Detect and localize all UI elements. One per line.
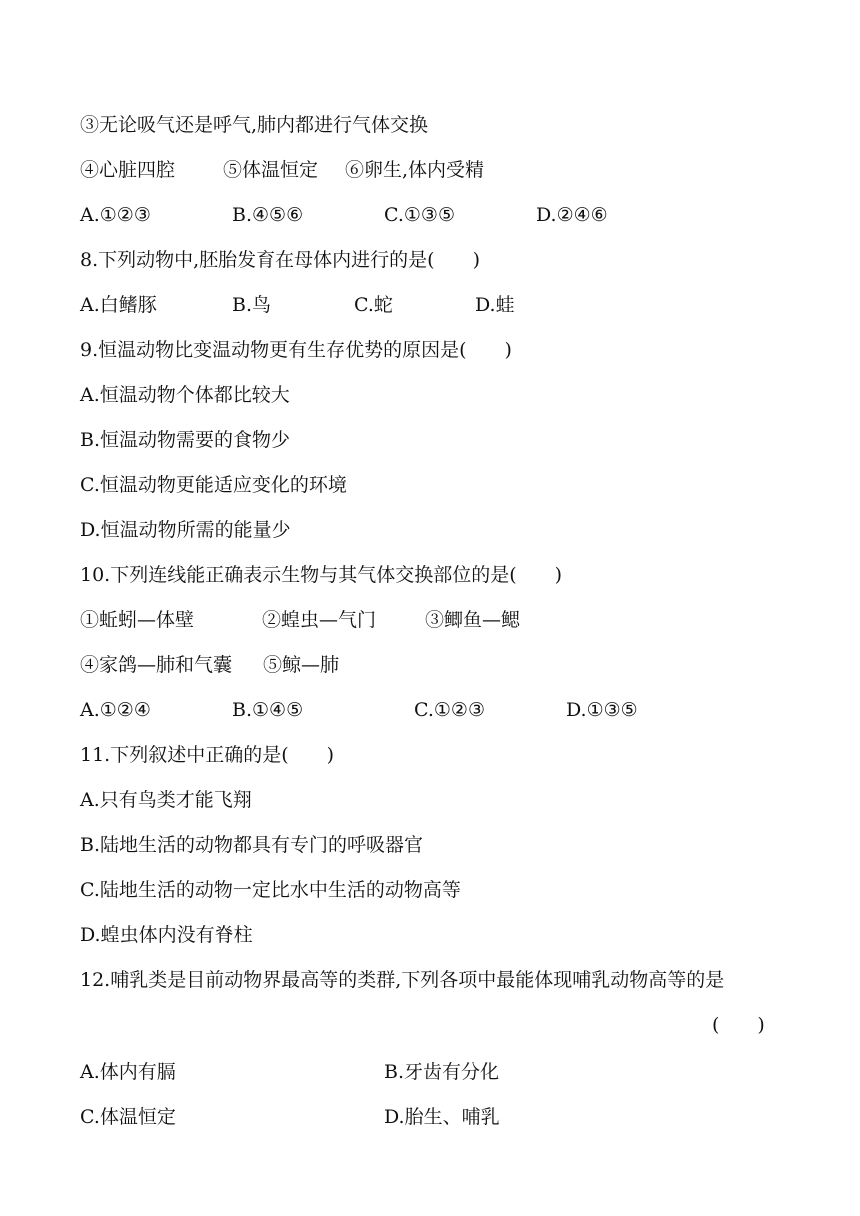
q9-stem: 9.恒温动物比变温动物更有生存优势的原因是( ) xyxy=(80,339,512,361)
q11-stem: 11.下列叙述中正确的是( ) xyxy=(80,744,335,766)
q8-option-d: D.蛙 xyxy=(475,294,515,316)
q11-option-a: A.只有鸟类才能飞翔 xyxy=(80,789,252,811)
q12-option-b: B.牙齿有分化 xyxy=(384,1061,500,1083)
q7-option-c: C.①③⑤ xyxy=(384,204,455,226)
q8-option-a: A.白鳍豚 xyxy=(80,294,157,316)
q10-statement-1: ①蚯蚓—体壁 xyxy=(80,609,195,631)
q11-option-b: B.陆地生活的动物都具有专门的呼吸器官 xyxy=(80,834,424,856)
q10-option-b: B.①④⑤ xyxy=(232,699,304,721)
q8-stem: 8.下列动物中,胚胎发育在母体内进行的是( ) xyxy=(80,249,480,271)
q10-statement-4: ④家鸽—肺和气囊 xyxy=(80,654,233,676)
q10-statement-3: ③鲫鱼—鳃 xyxy=(425,609,521,631)
q7-statement-4: ④心脏四腔 xyxy=(80,159,176,181)
q7-statement-6: ⑥卵生,体内受精 xyxy=(345,159,485,181)
q12-stem: 12.哺乳类是目前动物界最高等的类群,下列各项中最能体现哺乳动物高等的是 xyxy=(80,969,725,991)
q10-statement-2: ②蝗虫—气门 xyxy=(262,609,377,631)
q7-option-a: A.①②③ xyxy=(80,204,151,226)
q12-answer-blank: ( ) xyxy=(712,1014,765,1036)
q9-option-d: D.恒温动物所需的能量少 xyxy=(80,519,291,541)
q9-option-c: C.恒温动物更能适应变化的环境 xyxy=(80,474,347,496)
q8-option-b: B.鸟 xyxy=(232,294,272,316)
q7-option-d: D.②④⑥ xyxy=(536,204,608,226)
q10-option-d: D.①③⑤ xyxy=(566,699,638,721)
q12-option-a: A.体内有膈 xyxy=(80,1061,176,1083)
q12-option-d: D.胎生、哺乳 xyxy=(384,1106,500,1128)
q7-statement-3: ③无论吸气还是呼气,肺内都进行气体交换 xyxy=(80,114,429,136)
q11-option-d: D.蝗虫体内没有脊柱 xyxy=(80,924,253,946)
q7-option-b: B.④⑤⑥ xyxy=(232,204,304,226)
q7-statement-5: ⑤体温恒定 xyxy=(223,159,319,181)
q10-option-a: A.①②④ xyxy=(80,699,151,721)
q10-option-c: C.①②③ xyxy=(414,699,485,721)
q9-option-a: A.恒温动物个体都比较大 xyxy=(80,384,290,406)
q12-option-c: C.体温恒定 xyxy=(80,1106,176,1128)
q10-stem: 10.下列连线能正确表示生物与其气体交换部位的是( ) xyxy=(80,564,563,586)
q10-statement-5: ⑤鲸—肺 xyxy=(263,654,340,676)
q8-option-c: C.蛇 xyxy=(354,294,393,316)
q9-option-b: B.恒温动物需要的食物少 xyxy=(80,429,291,451)
q11-option-c: C.陆地生活的动物一定比水中生活的动物高等 xyxy=(80,879,461,901)
